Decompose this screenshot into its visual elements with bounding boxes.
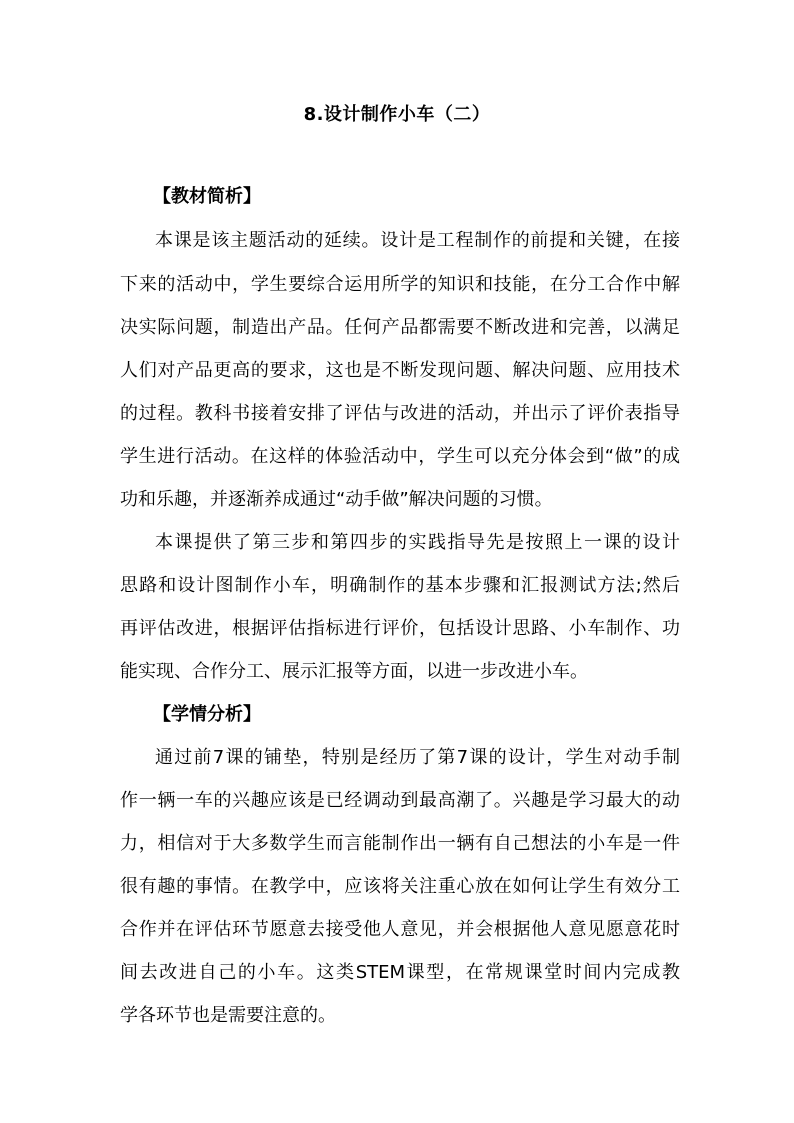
paragraph-line: 合作并在评估环节愿意去接受他人意见，并会根据他人意见愿意花时 [120,919,680,940]
paragraph-line: 思路和设计图制作小车，明确制作的基本步骤和汇报测试方法;然后 [120,575,680,596]
paragraph-line: 通过前7课的铺垫，特别是经历了第7课的设计，学生对动手制 [155,747,680,768]
paragraph-line: 学生进行活动。在这样的体验活动中，学生可以充分体会到“做”的成 [120,446,680,467]
section-heading-textbook-analysis: 【教材简析】 [153,186,261,207]
paragraph-line: 力，相信对于大多数学生而言能制作出一辆有自己想法的小车是一件 [120,833,680,854]
paragraph-line: 间去改进自己的小车。这类STEM课型，在常规课堂时间内完成教 [120,962,680,983]
paragraph-line: 人们对产品更高的要求，这也是不断发现问题、解决问题、应用技术 [120,360,680,381]
section-heading-student-analysis: 【学情分析】 [153,704,261,725]
paragraph-line: 功和乐趣，并逐渐养成通过“动手做”解决问题的习惯。 [120,489,553,510]
paragraph-line: 再评估改进，根据评估指标进行评价，包括设计思路、小车制作、功 [120,618,680,639]
paragraph-line: 本课提供了第三步和第四步的实践指导先是按照上一课的设计 [155,532,680,553]
paragraph-line: 作一辆一车的兴趣应该是已经调动到最高潮了。兴趣是学习最大的动 [120,790,680,811]
paragraph-line: 决实际问题，制造出产品。任何产品都需要不断改进和完善，以满足 [120,317,680,338]
paragraph-line: 的过程。教科书接着安排了评估与改进的活动，并出示了评价表指导 [120,403,680,424]
document-title: 8.设计制作小车（二） [303,104,491,125]
paragraph-line: 下来的活动中，学生要综合运用所学的知识和技能，在分工合作中解 [120,274,680,295]
paragraph-line: 学各环节也是需要注意的。 [120,1005,336,1026]
paragraph-line: 很有趣的事情。在教学中，应该将关注重心放在如何让学生有效分工 [120,876,680,897]
paragraph-line: 能实现、合作分工、展示汇报等方面，以进一步改进小车。 [120,661,588,682]
paragraph-line: 本课是该主题活动的延续。设计是工程制作的前提和关键，在接 [155,230,680,251]
